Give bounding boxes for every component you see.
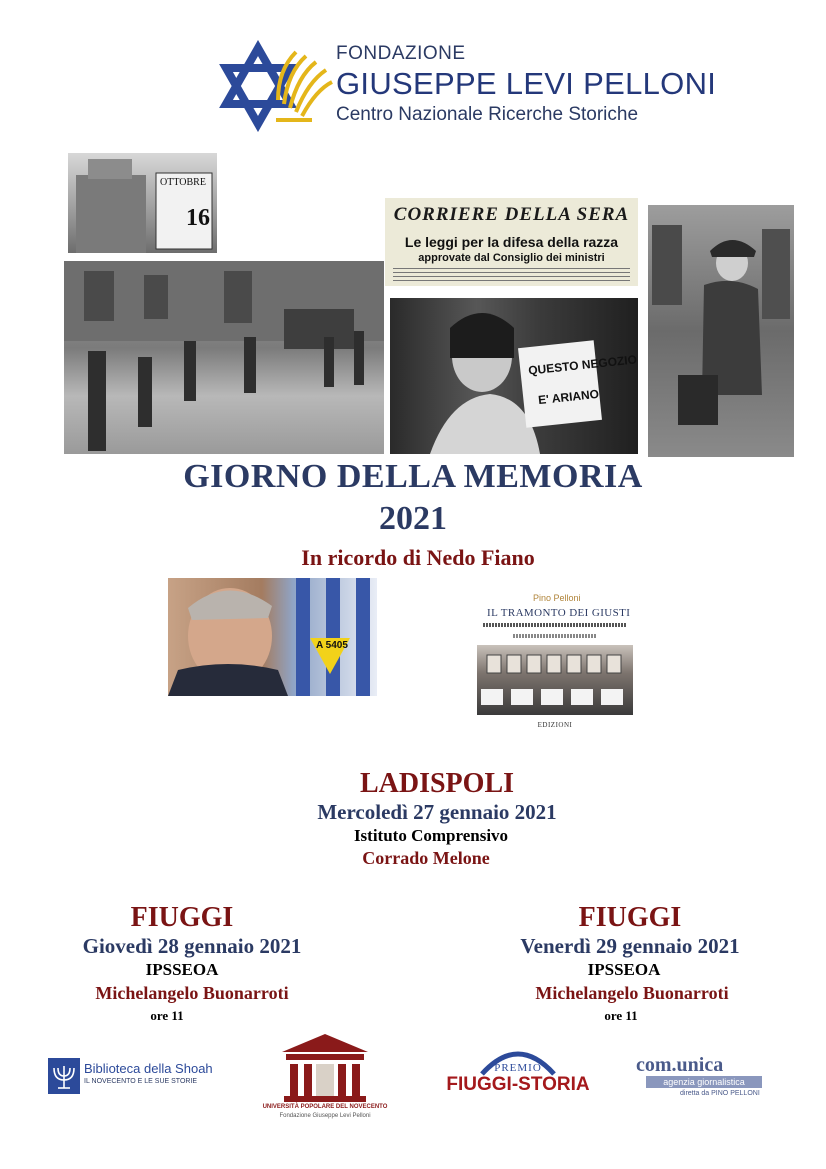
newspaper-masthead: CORRIERE DELLA SERA bbox=[393, 204, 630, 225]
newspaper-headline: Le leggi per la difesa della razza bbox=[404, 234, 619, 250]
book-author: Pino Pelloni bbox=[533, 593, 581, 603]
temple-icon bbox=[278, 1032, 372, 1104]
comunica-band: agenzia giornalistica bbox=[646, 1076, 762, 1088]
ladispoli-city: LADISPOLI bbox=[359, 768, 515, 799]
shop-sign-line1: QUESTO NEGOZIO bbox=[527, 352, 638, 378]
newspaper-clipping bbox=[385, 198, 638, 286]
fiuggi-right-school: IPSSEOA bbox=[587, 960, 661, 979]
calendar-day: 16 bbox=[186, 205, 210, 231]
fiuggi-right-time: ore 11 bbox=[604, 1008, 638, 1023]
fiuggi-left-school: IPSSEOA bbox=[145, 960, 219, 979]
book-title: IL TRAMONTO DEI GIUSTI bbox=[487, 607, 631, 619]
book-intro-text bbox=[513, 634, 597, 638]
book-subtitle-text bbox=[483, 623, 627, 627]
universita-subtitle: Fondazione Giuseppe Levi Pelloni bbox=[279, 1113, 371, 1119]
star-of-david-menorah-icon bbox=[218, 40, 336, 132]
ladispoli-school-name: Corrado Melone bbox=[362, 848, 490, 868]
foundation-label: FONDAZIONE bbox=[336, 43, 466, 64]
biblioteca-subtitle: IL NOVECENTO E LE SUE STORIE bbox=[84, 1078, 198, 1085]
fiuggi-right-school-name: Michelangelo Buonarroti bbox=[535, 983, 729, 1003]
comunica-name: com.unica bbox=[636, 1054, 724, 1076]
comunica-subtitle: diretta da PINO PELLONI bbox=[680, 1090, 760, 1097]
ladispoli-school: Istituto Comprensivo bbox=[353, 826, 509, 845]
calendar-month: OTTOBRE bbox=[160, 177, 206, 188]
fiuggi-right-date: Venerdì 29 gennaio 2021 bbox=[520, 934, 740, 958]
newspaper-body-text bbox=[393, 268, 630, 282]
universita-name: UNIVERSITÀ POPOLARE DEL NOVECENTO bbox=[262, 1104, 388, 1110]
nedo-fiano-portrait bbox=[168, 578, 377, 696]
shop-sign-line2: E' ARIANO bbox=[537, 386, 600, 408]
ladispoli-date: Mercoledì 27 gennaio 2021 bbox=[317, 800, 557, 824]
premio-label: PREMIO bbox=[494, 1062, 542, 1074]
child-suitcase-photo bbox=[648, 205, 794, 457]
book-publisher: EDIZIONI bbox=[537, 721, 573, 729]
book-cover-image bbox=[477, 645, 633, 715]
event-title: GIORNO DELLA MEMORIA bbox=[183, 458, 643, 495]
event-year: 2021 bbox=[379, 500, 447, 537]
event-subtitle: In ricordo di Nedo Fiano bbox=[301, 545, 535, 570]
fiuggi-left-date: Giovedì 28 gennaio 2021 bbox=[82, 934, 302, 958]
fiuggi-left-time: ore 11 bbox=[150, 1008, 184, 1023]
newspaper-subheadline: approvate dal Consiglio dei ministri bbox=[418, 252, 605, 264]
book-cover bbox=[477, 587, 633, 736]
foundation-name: GIUSEPPE LEVI PELLONI bbox=[336, 66, 717, 101]
prisoner-badge-number: A 5405 bbox=[316, 640, 348, 651]
synagogue-calendar-photo bbox=[68, 153, 217, 253]
fiuggi-right-city: FIUGGI bbox=[578, 902, 682, 933]
foundation-subtitle: Centro Nazionale Ricerche Storiche bbox=[336, 104, 639, 125]
shop-sign-photo bbox=[390, 298, 638, 454]
fiuggi-left-school-name: Michelangelo Buonarroti bbox=[95, 983, 289, 1003]
premio-name: FIUGGI-STORIA bbox=[446, 1074, 590, 1095]
fiuggi-left-city: FIUGGI bbox=[130, 902, 234, 933]
soldiers-street-photo bbox=[64, 261, 384, 454]
menorah-icon bbox=[48, 1058, 80, 1094]
biblioteca-title: Biblioteca della Shoah bbox=[84, 1061, 213, 1076]
